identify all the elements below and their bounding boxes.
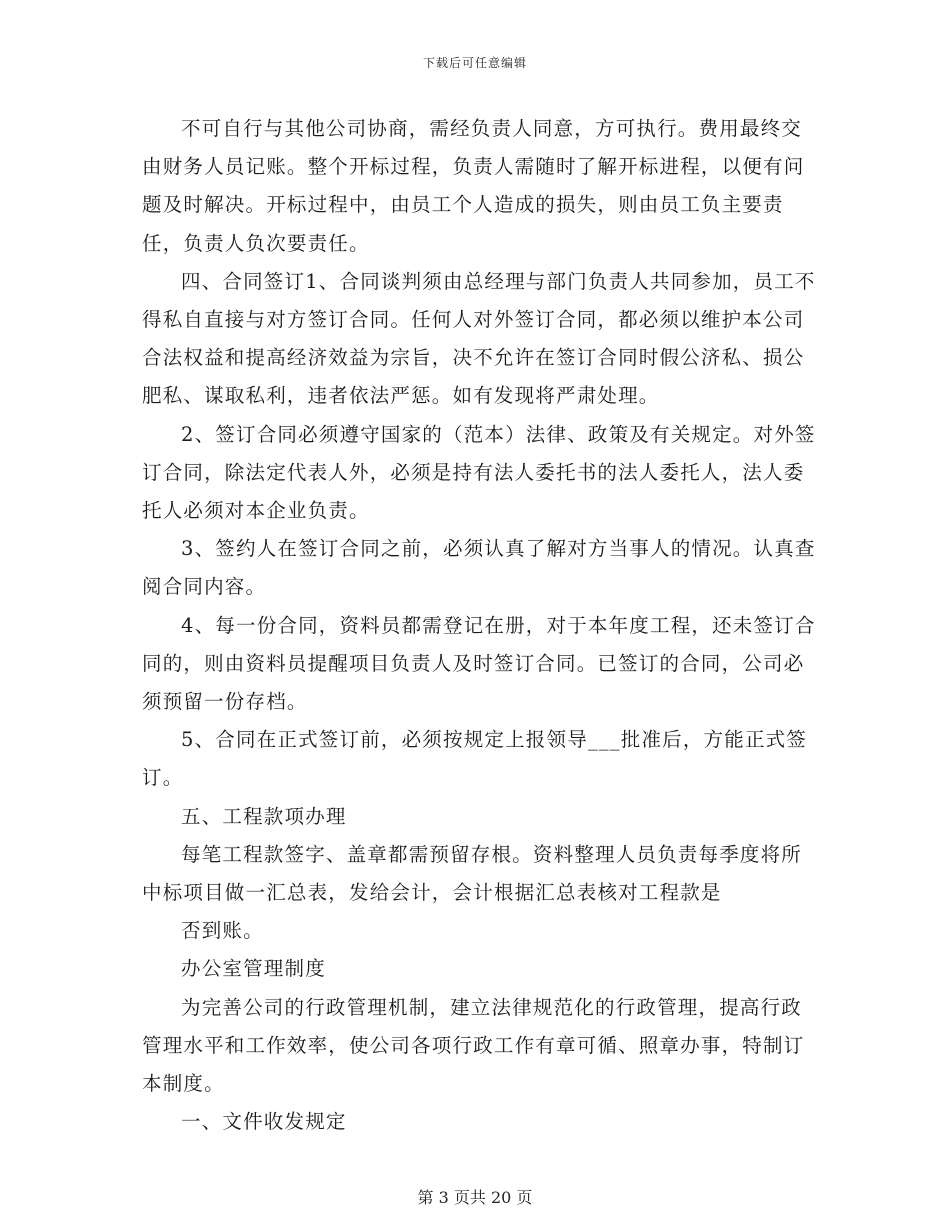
section-heading: 五、工程款项办理 [181,804,347,828]
paragraph: 3、签约人在签订合同之前，必须认真了解对方当事人的情况。认真查阅合同内容。 [142,537,816,599]
paragraph: 四、合同签订1、合同谈判须由总经理与部门负责人共同参加，员工不得私自直接与对方签订合同。任何人对外签订合同，都必须以维护本公司合法权益和提高经济效益为宗旨，决不允许在签订合同时假公济私、损公肥私、谋取私利，违者依法严惩。如有发现将严肃处理。 [142,269,816,408]
section-heading: 一、文件收发规定 [181,1110,347,1134]
paragraph: 为完善公司的行政管理机制，建立法律规范化的行政管理，提高行政管理水平和工作效率，使公司各项行政工作有章可循、照章办事，特制订本制度。 [142,995,805,1096]
paragraph: 否到账。 [181,919,264,943]
page-number: 第 3 页共 20 页 [417,1188,533,1207]
paragraph: 每笔工程款签字、盖章都需预留存根。资料整理人员负责每季度将所中标项目做一汇总表，发给会计，会计根据汇总表核对工程款是 [142,842,803,905]
paragraph: 4、每一份合同，资料员都需登记在册，对于本年度工程，还未签订合同的，则由资料员提醒项目负责人及时签订合同。已签订的合同，公司必须预留一份存档。 [142,613,816,714]
paragraph: 2、签订合同必须遵守国家的（范本）法律、政策及有关规定。对外签订合同，除法定代表人外，必须是持有法人委托书的法人委托人，法人委托人必须对本企业负责。 [142,422,816,523]
section-heading: 办公室管理制度 [181,957,326,981]
document-body [142,110,822,1141]
paragraph: 5、合同在正式签订前，必须按规定上报领导___批准后，方能正式签订。 [142,728,808,790]
page-header: 下载后可任意编辑 [422,56,527,70]
paragraph: 不可自行与其他公司协商，需经负责人同意，方可执行。费用最终交由财务人员记账。整个开标过程，负责人需随时了解开标进程，以便有问题及时解决。开标过程中，由员工个人造成的损失，则由员工负主要责任，负责人负次要责任。 [142,117,805,255]
